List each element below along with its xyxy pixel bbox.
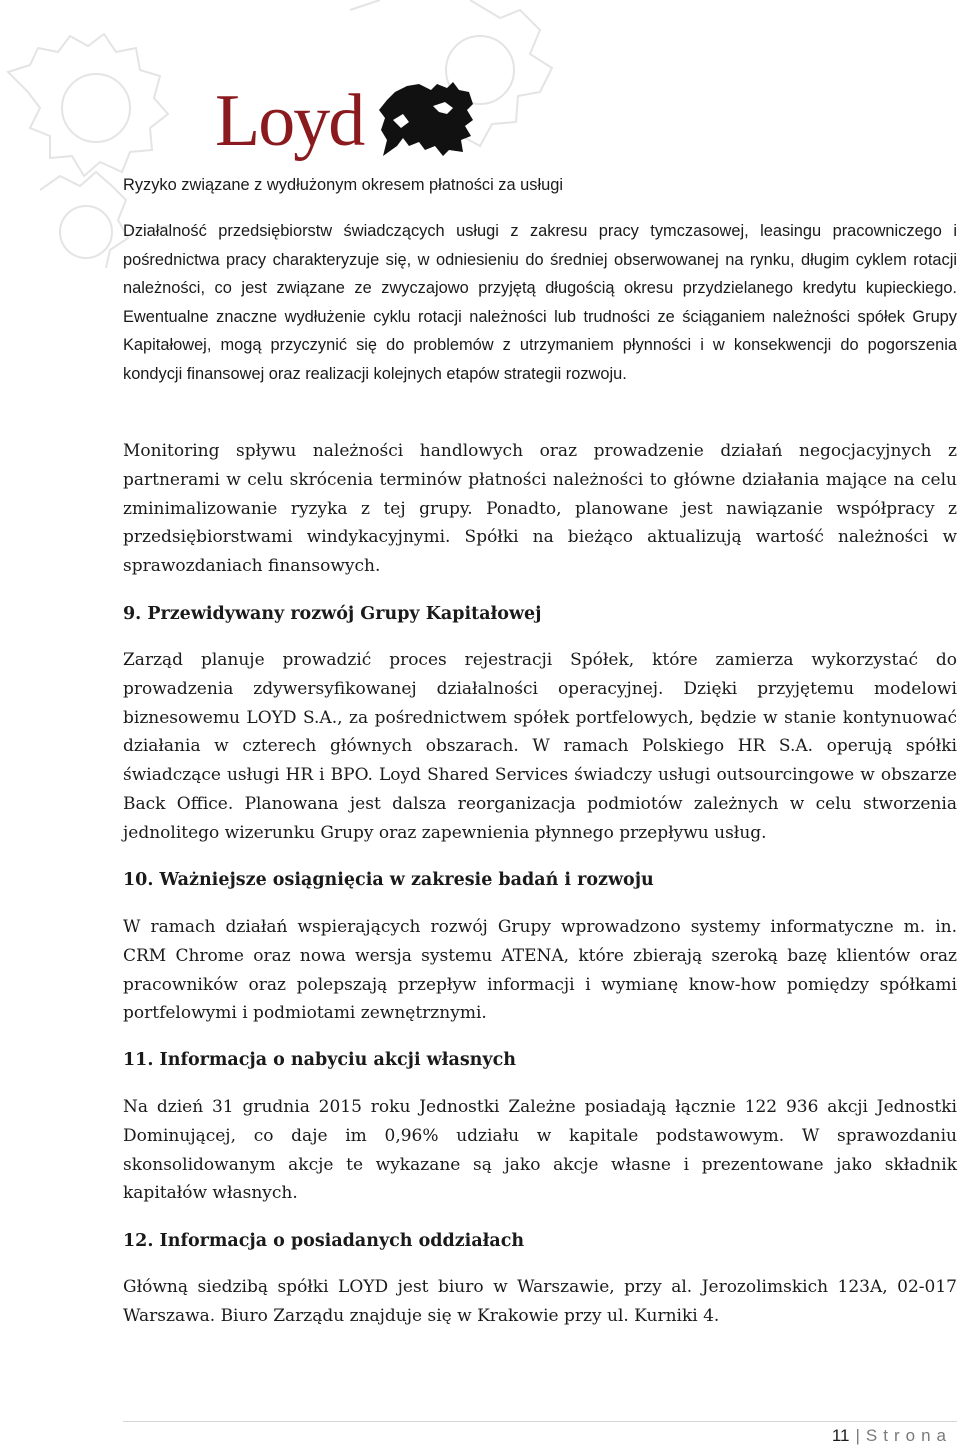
- risk-paragraph-2-wrap: [123, 437, 957, 581]
- section-9: [123, 600, 957, 628]
- risk-paragraph-1-wrap: [123, 217, 957, 389]
- section-9-paragraph: Zarząd planuje prowadzić proces rejestracji Spółek, które zamierza wykorzystać do prowadzenia zdywersyfikowanej działalności operacyjnej. Dzięki przyjętemu modelowi biznesowemu LOYD S.A., za pośrednictwem spółek portfelowych, będzie w stanie kontynuować działania w czterech głównych obszarach. W ramach Polskiego HR S.A. operują spółki świadczące usługi HR i BPO. Loyd Shared Services świadczy usługi outsourcingowe w obszarze Back Office. Planowana jest dalsza reorganizacja podmiotów zależnych w celu stworzenia jednolitego wizerunku Grupy oraz zapewnienia płynnego przepływu usług.: [123, 650, 957, 843]
- logo-wordmark: Loyd: [215, 80, 364, 162]
- company-logo: [215, 80, 478, 162]
- risk-paragraph-1: Działalność przedsiębiorstw świadczących usługi z zakresu pracy tymczasowej, leasingu pracowniczego i pośrednictwa pracy charakteryzuje się, w odniesieniu do średniej obserwowanej na rynku, długim cyklem rotacji należności, co jest związane ze zwyczajowo przyjętą długością okresu przydzielanego kredytu kupieckiego. Ewentualne znaczne wydłużenie cyklu rotacji należności lub trudności ze ściąganiem należności spółek Grupy Kapitałowej, mogą przyczynić się do problemów z utrzymaniem płynności i w konsekwencji do pogorszenia kondycji finansowej oraz realizacji kolejnych etapów strategii rozwoju.: [123, 222, 957, 383]
- section-11: [123, 1046, 957, 1074]
- section-12-paragraph: Główną siedzibą spółki LOYD jest biuro w Warszawie, przy al. Jerozolimskich 123A, 02-017 Warszawa. Biuro Zarządu znajduje się w Krakowie przy ul. Kurniki 4.: [123, 1277, 957, 1326]
- footer-divider: [123, 1421, 957, 1422]
- footer-page-label: Strona: [865, 1426, 952, 1445]
- risk-title: Ryzyko związane z wydłużonym okresem płatności za usługi: [123, 176, 563, 194]
- section-12-heading: 12. Informacja o posiadanych oddziałach: [123, 1231, 525, 1251]
- section-9-heading: 9. Przewidywany rozwój Grupy Kapitałowej: [123, 604, 542, 624]
- lion-emblem-icon: [373, 80, 478, 158]
- section-12-body: [123, 1273, 957, 1331]
- page-footer: [832, 1426, 952, 1446]
- section-10-heading: 10. Ważniejsze osiągnięcia w zakresie badań i rozwoju: [123, 870, 654, 890]
- risk-section: [123, 171, 957, 200]
- section-10: [123, 866, 957, 894]
- page-number: 11: [831, 1426, 850, 1445]
- section-10-paragraph: W ramach działań wspierających rozwój Grupy wprowadzono systemy informatyczne m. in. CRM Chrome oraz nowa wersja systemu ATENA, które zbierają szeroką bazę klientów oraz pracowników oraz polepszają przepływ informacji i wymianę know-how pomiędzy spółkami portfelowymi i podmiotami zewnętrznymi.: [123, 917, 957, 1024]
- section-11-heading: 11. Informacja o nabyciu akcji własnych: [123, 1050, 516, 1070]
- section-9-body: [123, 646, 957, 848]
- section-11-paragraph: Na dzień 31 grudnia 2015 roku Jednostki Zależne posiadają łącznie 122 936 akcji Jednostki Dominującej, co daje im 0,96% udziału w kapitale podstawowym. W sprawozdaniu skonsolidowanym akcje te wykazane są jako akcje własne i prezentowane jako składnik kapitałów własnych.: [123, 1097, 957, 1204]
- section-10-body: [123, 913, 957, 1028]
- risk-paragraph-2: Monitoring spływu należności handlowych oraz prowadzenie działań negocjacyjnych z partnerami w celu skrócenia terminów płatności należności to główne działania mające na celu zminimalizowanie ryzyka z tej grupy. Ponadto, planowane jest nawiązanie współpracy z przedsiębiorstwami windykacyjnymi. Spółki na bieżąco aktualizują wartość należności w sprawozdaniach finansowych.: [123, 441, 957, 577]
- section-12: [123, 1227, 957, 1255]
- footer-separator: |: [855, 1426, 860, 1445]
- section-11-body: [123, 1093, 957, 1208]
